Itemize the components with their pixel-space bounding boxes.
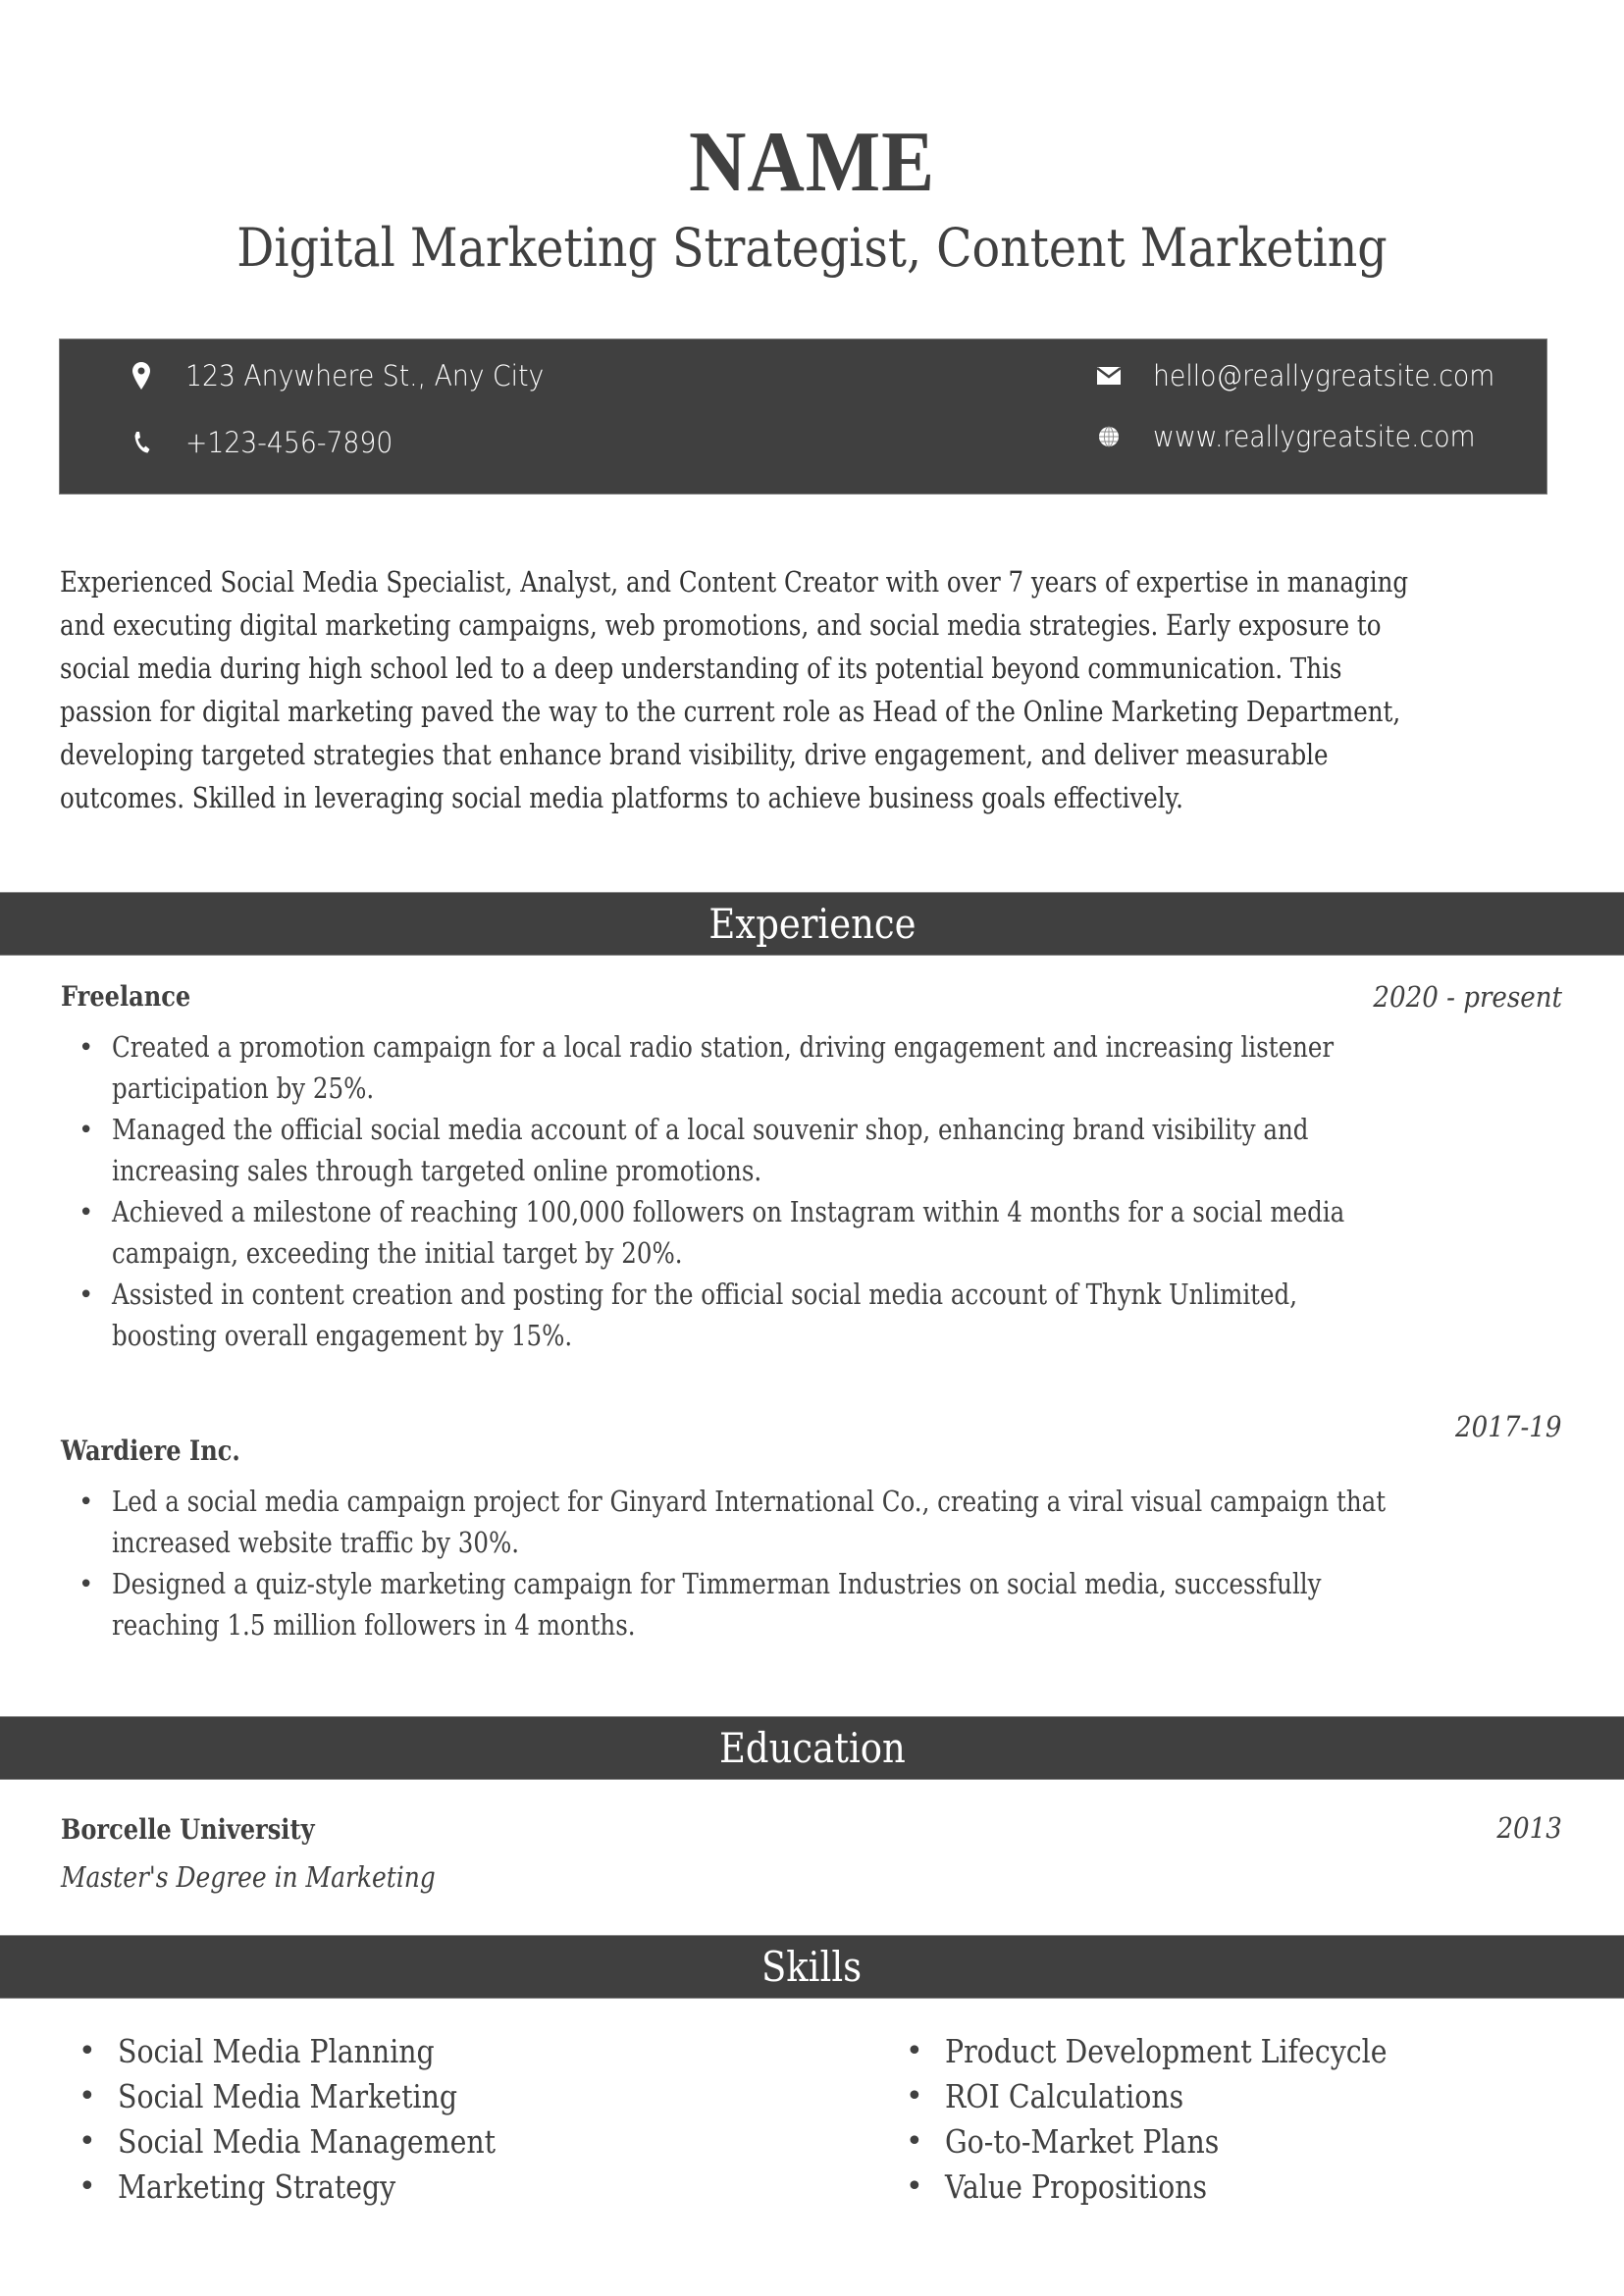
skills-list-right bbox=[906, 2029, 1459, 2210]
map-pin-icon bbox=[129, 361, 154, 391]
contact-phone: +123-456-7890 bbox=[129, 428, 411, 457]
school-name: Borcelle University bbox=[61, 1813, 315, 1846]
skill-item: • Social Media Marketing bbox=[79, 2074, 557, 2119]
skill-item: • Marketing Strategy bbox=[79, 2165, 557, 2210]
job-date: 2020 - present bbox=[1373, 980, 1562, 1014]
contact-address: 123 Anywhere St., Any City bbox=[129, 361, 575, 391]
list-item: • Assisted in content creation and posting for the official social media account of Thynk Unlimited, boosting overall engagement by 15%. bbox=[79, 1275, 1609, 1357]
list-item: • Achieved a milestone of reaching 100,000 followers on Instagram within 4 months for a social media campaign, exceeding the initial target by 20%. bbox=[79, 1192, 1609, 1275]
section-header-education: Education bbox=[0, 1716, 1624, 1780]
job-title: Digital Marketing Strategist, Content Marketing bbox=[236, 217, 1388, 279]
degree: Master's Degree in Marketing bbox=[61, 1860, 436, 1894]
job-bullets bbox=[79, 1027, 1609, 1357]
section-header-skills: Skills bbox=[0, 1935, 1624, 1999]
skill-item: • Social Media Planning bbox=[79, 2029, 557, 2074]
job-date: 2017-19 bbox=[1455, 1410, 1562, 1443]
education-date: 2013 bbox=[1496, 1811, 1562, 1845]
contact-email[interactable]: hello@reallygreatsite.com bbox=[1096, 361, 1524, 391]
list-item: • Led a social media campaign project for Ginyard International Co., creating a viral visual campaign that increased website traffic by 30%. bbox=[79, 1482, 1609, 1564]
job-org: Freelance bbox=[61, 980, 191, 1013]
candidate-name: NAME bbox=[688, 115, 936, 210]
skills-list-left bbox=[79, 2029, 557, 2210]
envelope-icon bbox=[1096, 361, 1122, 391]
section-header-experience: Experience bbox=[0, 892, 1624, 956]
skill-item: • Value Propositions bbox=[906, 2165, 1459, 2210]
list-item: • Managed the official social media account of a local souvenir shop, enhancing brand visibility and increasing sales through targeted online promotions. bbox=[79, 1110, 1609, 1192]
phone-icon bbox=[129, 428, 154, 457]
contact-website[interactable]: www.reallygreatsite.com bbox=[1096, 422, 1503, 451]
profile-summary: Experienced Social Media Specialist, Analyst, and Content Creator with over 7 years of expertise in managing and executing digital marketing campaigns, web promotions, and social media strategies. Early exposure to social media during high school led to a deep understanding of its potential beyond communication. This passion for digital marketing paved the way to the current role as Head of the Online Marketing Department, developing targeted strategies that enhance brand visibility, drive engagement, and deliver measurable outcomes. Skilled in leveraging social media platforms to achieve business goals effectively. bbox=[60, 566, 1409, 814]
skill-item: • Social Media Management bbox=[79, 2119, 557, 2165]
list-item: • Designed a quiz-style marketing campaign for Timmerman Industries on social media, successfully reaching 1.5 million followers in 4 months. bbox=[79, 1564, 1609, 1646]
skill-item: • Product Development Lifecycle bbox=[906, 2029, 1459, 2074]
contact-bar bbox=[59, 339, 1547, 495]
skill-item: • ROI Calculations bbox=[906, 2074, 1459, 2119]
globe-icon bbox=[1096, 422, 1122, 451]
list-item: • Created a promotion campaign for a local radio station, driving engagement and increasing listener participation by 25%. bbox=[79, 1027, 1609, 1110]
skill-item: • Go-to-Market Plans bbox=[906, 2119, 1459, 2165]
job-bullets bbox=[79, 1482, 1609, 1646]
job-org: Wardiere Inc. bbox=[61, 1435, 240, 1467]
